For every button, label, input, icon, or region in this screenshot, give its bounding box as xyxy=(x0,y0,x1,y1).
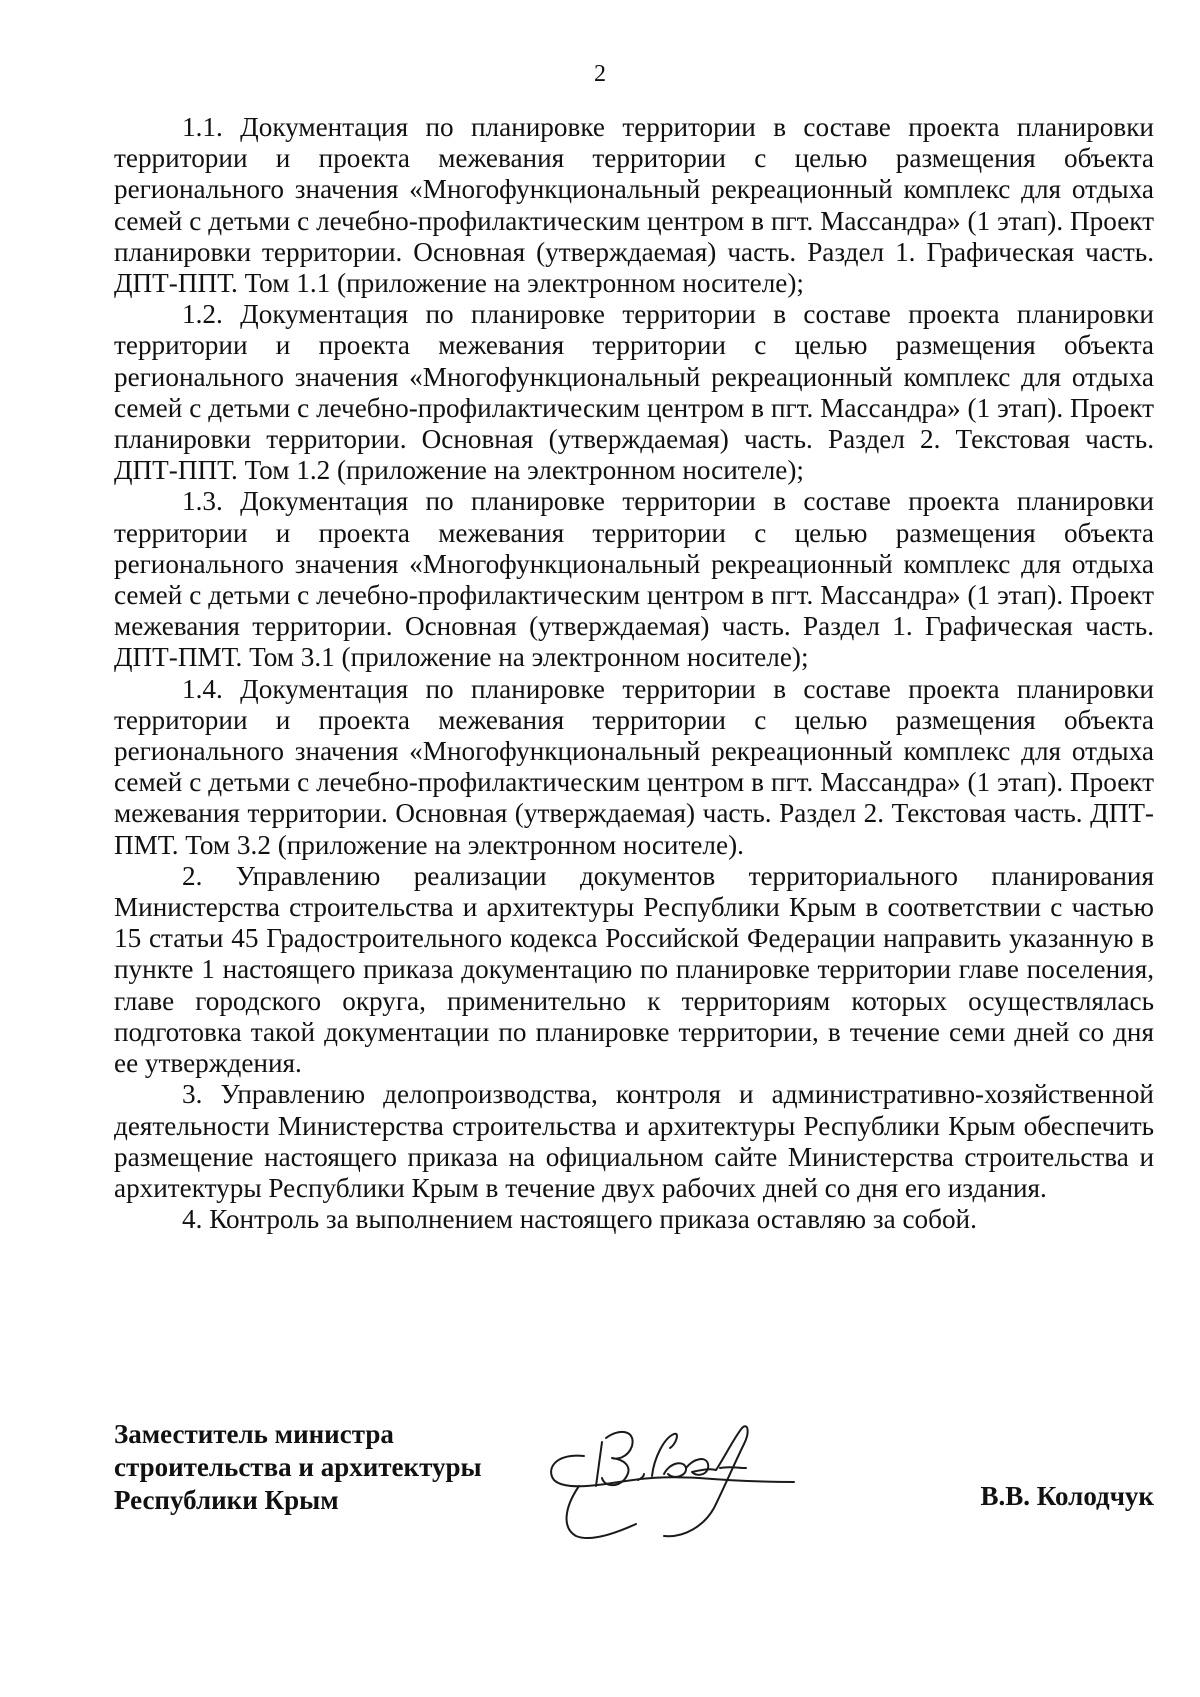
signatory-name: В.В. Колодчук xyxy=(980,1481,1154,1511)
signatory-title-line: строительства и архитектуры xyxy=(114,1452,482,1482)
signatory-title-line: Заместитель министра xyxy=(114,1419,394,1449)
paragraph-3: 3. Управлению делопроизводства, контроля и административно-хозяйственной деятельности Министерства строительства и архитектуры Республики Крым обеспечить размещение настоящего приказа на официальном сайте Министерства строительства и архитектуры Республики Крым в течение двух рабочих дней со дня его издания. xyxy=(114,1079,1154,1203)
paragraph-4: 4. Контроль за выполнением настоящего приказа оставляю за собой. xyxy=(182,1204,977,1235)
signatory-title-line: Республики Крым xyxy=(114,1485,339,1515)
paragraph-2: 2. Управлению реализации документов территориального планирования Министерства строительства и архитектуры Республики Крым в соответствии с частью 15 статьи 45 Градостроительного кодекса Российской Федерации направить указанную в пункте 1 настоящего приказа документацию по планировке территории главе поселения, главе городского округа, применительно к территориям которых осуществлялась подготовка такой документации по планировке территории, в течение семи дней со дня ее утверждения. xyxy=(114,860,1154,1079)
page-number: 2 xyxy=(594,61,606,87)
paragraph-1-3: 1.3. Документация по планировке территории в составе проекта планировки территории и проекта межевания территории с целью размещения объекта регионального значения «Многофункциональный рекреационный комплекс для отдыха семей с детьми с лечебно-профилактическим центром в пгт. Массандра» (1 этап). Проект межевания территории. Основная (утверждаемая) часть. Раздел 1. Графическая часть. ДПТ-ПМТ. Том 3.1 (приложение на электронном носителе); xyxy=(114,486,1154,673)
paragraph-1-4: 1.4. Документация по планировке территории в составе проекта планировки территории и проекта межевания территории с целью размещения объекта регионального значения «Многофункциональный рекреационный комплекс для отдыха семей с детьми с лечебно-профилактическим центром в пгт. Массандра» (1 этап). Проект межевания территории. Основная (утверждаемая) часть. Раздел 2. Текстовая часть. ДПТ-ПМТ. Том 3.2 (приложение на электронном носителе). xyxy=(114,673,1154,860)
paragraph-1-2: 1.2. Документация по планировке территории в составе проекта планировки территории и проекта межевания территории с целью размещения объекта регионального значения «Многофункциональный рекреационный комплекс для отдыха семей с детьми с лечебно-профилактическим центром в пгт. Массандра» (1 этап). Проект планировки территории. Основная (утверждаемая) часть. Раздел 2. Текстовая часть. ДПТ-ППТ. Том 1.2 (приложение на электронном носителе); xyxy=(114,299,1154,486)
signatory-title xyxy=(114,1418,482,1517)
paragraph-1-1: 1.1. Документация по планировке территории в составе проекта планировки территории и проекта межевания территории с целью размещения объекта регионального значения «Многофункциональный рекреационный комплекс для отдыха семей с детьми с лечебно-профилактическим центром в пгт. Массандра» (1 этап). Проект планировки территории. Основная (утверждаемая) часть. Раздел 1. Графическая часть. ДПТ-ППТ. Том 1.1 (приложение на электронном носителе); xyxy=(114,112,1154,299)
document-body xyxy=(114,112,1154,1235)
handwritten-signature xyxy=(524,1398,824,1558)
signature-block xyxy=(114,1418,1154,1568)
